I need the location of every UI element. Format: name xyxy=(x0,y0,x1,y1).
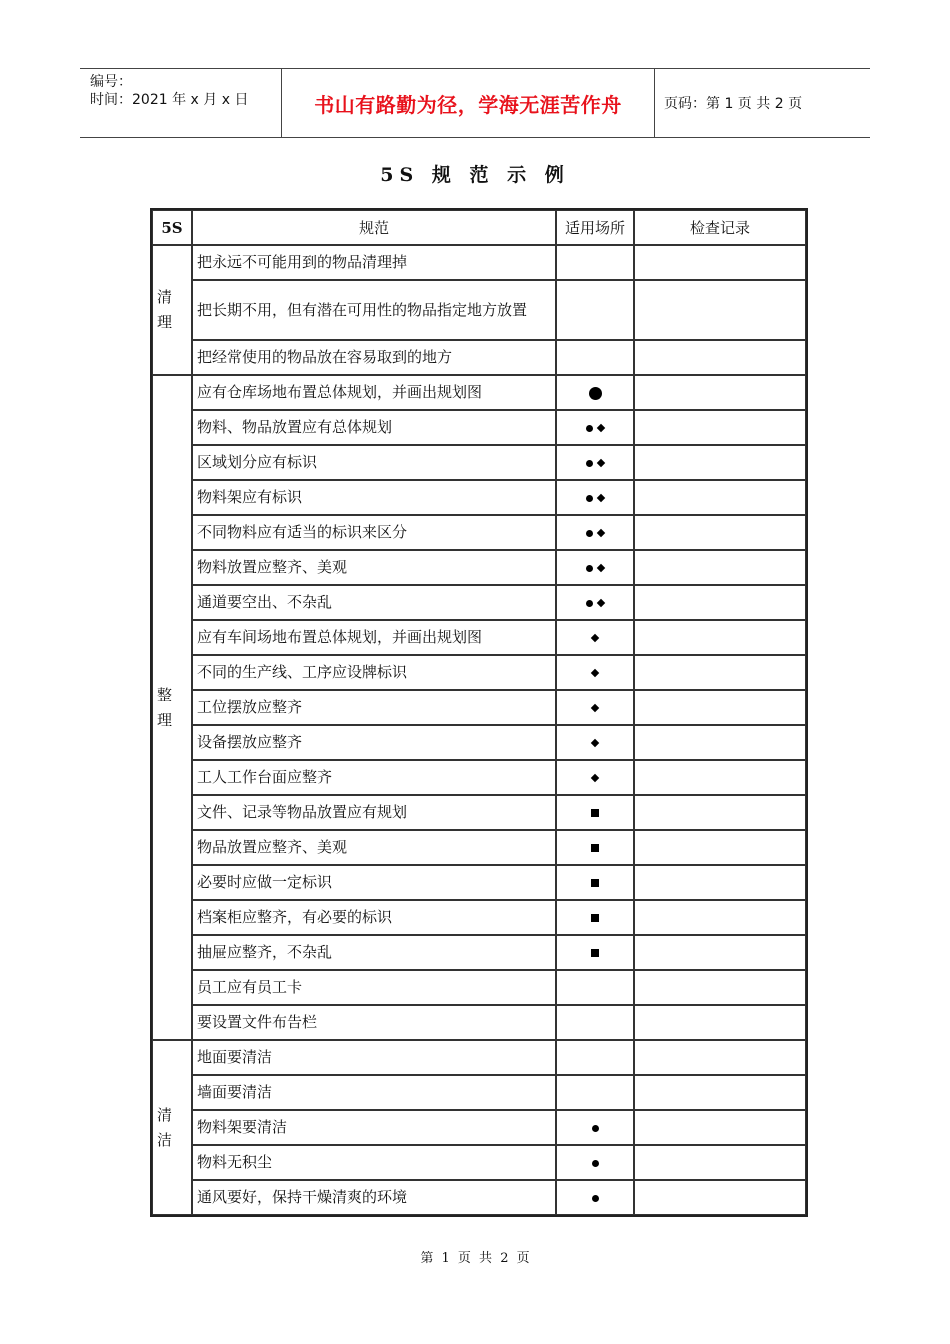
place-mark-cell xyxy=(556,1005,634,1040)
table-row xyxy=(152,1075,806,1110)
spec-cell: 工位摆放应整齐 xyxy=(192,690,556,725)
table-header-row xyxy=(152,210,806,245)
diamond-icon xyxy=(597,459,605,467)
diamond-icon xyxy=(597,529,605,537)
category-label: 清洁 xyxy=(157,1105,173,1149)
record-cell xyxy=(634,1180,806,1215)
table-row xyxy=(152,410,806,445)
spec-cell: 物料架要清洁 xyxy=(192,1110,556,1145)
table-row xyxy=(152,280,806,340)
spec-cell: 通道要空出、不杂乱 xyxy=(192,585,556,620)
spec-cell: 物料无积尘 xyxy=(192,1145,556,1180)
record-cell xyxy=(634,655,806,690)
table-row xyxy=(152,1110,806,1145)
square-icon xyxy=(591,879,599,887)
table-row xyxy=(152,655,806,690)
place-mark-cell xyxy=(556,830,634,865)
spec-cell: 把永远不可能用到的物品清理掉 xyxy=(192,245,556,280)
page-info-text: 页码：第 1 页 共 2 页 xyxy=(664,96,803,112)
place-mark-cell xyxy=(556,690,634,725)
category-label: 整理 xyxy=(157,685,173,729)
place-mark-cell xyxy=(556,1075,634,1110)
header-page-info xyxy=(654,69,870,137)
place-mark-cell xyxy=(556,1040,634,1075)
table-row xyxy=(152,585,806,620)
record-cell xyxy=(634,375,806,410)
place-mark-cell xyxy=(556,900,634,935)
diamond-icon xyxy=(591,634,599,642)
header-meta xyxy=(80,69,280,137)
diamond-icon xyxy=(597,424,605,432)
motto-text: 书山有路勤为径，学海无涯苦作舟 xyxy=(314,92,622,117)
place-mark-cell xyxy=(556,280,634,340)
square-icon xyxy=(591,809,599,817)
record-cell xyxy=(634,970,806,1005)
column-header-spec: 规范 xyxy=(192,210,556,245)
dot-icon xyxy=(592,1160,599,1167)
diamond-icon xyxy=(591,774,599,782)
table-body xyxy=(152,245,806,1215)
category-label: 清理 xyxy=(157,288,173,331)
spec-cell: 通风要好，保持干燥清爽的环境 xyxy=(192,1180,556,1215)
table-row xyxy=(152,935,806,970)
record-cell xyxy=(634,280,806,340)
record-cell xyxy=(634,865,806,900)
table-row xyxy=(152,445,806,480)
diamond-icon xyxy=(591,669,599,677)
place-mark-cell xyxy=(556,1110,634,1145)
spec-cell: 档案柜应整齐，有必要的标识 xyxy=(192,900,556,935)
dot-icon xyxy=(586,530,593,537)
record-cell xyxy=(634,1040,806,1075)
spec-cell: 把长期不用，但有潜在可用性的物品指定地方放置 xyxy=(192,280,556,340)
dot-icon xyxy=(586,600,593,607)
column-header-5s: 5S xyxy=(152,210,192,245)
table-row xyxy=(152,340,806,375)
diamond-icon xyxy=(597,564,605,572)
place-mark-cell xyxy=(556,655,634,690)
record-cell xyxy=(634,1005,806,1040)
category-cell xyxy=(152,1040,192,1215)
table-row xyxy=(152,1040,806,1075)
table-row xyxy=(152,725,806,760)
spec-cell: 墙面要清洁 xyxy=(192,1075,556,1110)
diamond-icon xyxy=(597,494,605,502)
place-mark-cell xyxy=(556,865,634,900)
record-cell xyxy=(634,760,806,795)
place-mark-cell xyxy=(556,245,634,280)
place-mark-cell xyxy=(556,410,634,445)
record-cell xyxy=(634,445,806,480)
record-cell xyxy=(634,795,806,830)
record-cell xyxy=(634,340,806,375)
table-row xyxy=(152,760,806,795)
dot-icon xyxy=(592,1125,599,1132)
record-cell xyxy=(634,1075,806,1110)
time-label: 时间：2021 年 x 月 x 日 xyxy=(90,92,249,108)
table-row xyxy=(152,1145,806,1180)
table-row xyxy=(152,620,806,655)
record-cell xyxy=(634,515,806,550)
spec-cell: 设备摆放应整齐 xyxy=(192,725,556,760)
table-row xyxy=(152,515,806,550)
page-footer: 第 1 页 共 2 页 xyxy=(420,1251,530,1266)
spec-cell: 物料、物品放置应有总体规划 xyxy=(192,410,556,445)
record-cell xyxy=(634,620,806,655)
diamond-icon xyxy=(591,704,599,712)
spec-table xyxy=(150,208,808,1217)
place-mark-cell xyxy=(556,585,634,620)
spec-cell: 不同的生产线、工序应设牌标识 xyxy=(192,655,556,690)
document-header xyxy=(80,68,870,138)
spec-cell: 文件、记录等物品放置应有规划 xyxy=(192,795,556,830)
place-mark-cell xyxy=(556,340,634,375)
diamond-icon xyxy=(591,739,599,747)
dot-icon xyxy=(586,565,593,572)
table-row xyxy=(152,900,806,935)
table-row xyxy=(152,830,806,865)
square-icon xyxy=(591,914,599,922)
table-row xyxy=(152,865,806,900)
column-header-place: 适用场所 xyxy=(556,210,634,245)
place-mark-cell xyxy=(556,445,634,480)
square-icon xyxy=(591,844,599,852)
number-label: 编号： xyxy=(90,74,132,90)
record-cell xyxy=(634,725,806,760)
column-header-record: 检查记录 xyxy=(634,210,806,245)
record-cell xyxy=(634,585,806,620)
spec-cell: 必要时应做一定标识 xyxy=(192,865,556,900)
table-row xyxy=(152,1180,806,1215)
square-icon xyxy=(591,949,599,957)
place-mark-cell xyxy=(556,935,634,970)
spec-cell: 把经常使用的物品放在容易取到的地方 xyxy=(192,340,556,375)
record-cell xyxy=(634,480,806,515)
spec-cell: 地面要清洁 xyxy=(192,1040,556,1075)
place-mark-cell xyxy=(556,760,634,795)
large-dot-icon xyxy=(589,387,602,400)
dot-icon xyxy=(586,425,593,432)
spec-cell: 物品放置应整齐、美观 xyxy=(192,830,556,865)
place-mark-cell xyxy=(556,1180,634,1215)
record-cell xyxy=(634,830,806,865)
category-cell xyxy=(152,375,192,1040)
spec-cell: 员工应有员工卡 xyxy=(192,970,556,1005)
table-row xyxy=(152,1005,806,1040)
spec-cell: 物料架应有标识 xyxy=(192,480,556,515)
diamond-icon xyxy=(597,599,605,607)
spec-cell: 应有仓库场地布置总体规划，并画出规划图 xyxy=(192,375,556,410)
dot-icon xyxy=(586,460,593,467)
place-mark-cell xyxy=(556,375,634,410)
document-title: 5S 规 范 示 例 xyxy=(380,164,570,186)
record-cell xyxy=(634,245,806,280)
dot-icon xyxy=(592,1195,599,1202)
record-cell xyxy=(634,690,806,725)
table-row xyxy=(152,690,806,725)
table-row xyxy=(152,550,806,585)
dot-icon xyxy=(586,495,593,502)
place-mark-cell xyxy=(556,795,634,830)
spec-cell: 要设置文件布告栏 xyxy=(192,1005,556,1040)
place-mark-cell xyxy=(556,620,634,655)
place-mark-cell xyxy=(556,970,634,1005)
spec-cell: 不同物料应有适当的标识来区分 xyxy=(192,515,556,550)
place-mark-cell xyxy=(556,1145,634,1180)
header-motto xyxy=(281,69,655,137)
spec-cell: 区域划分应有标识 xyxy=(192,445,556,480)
table-row xyxy=(152,480,806,515)
table-row xyxy=(152,375,806,410)
table-row xyxy=(152,795,806,830)
spec-cell: 抽屉应整齐，不杂乱 xyxy=(192,935,556,970)
table-row xyxy=(152,245,806,280)
place-mark-cell xyxy=(556,515,634,550)
place-mark-cell xyxy=(556,480,634,515)
record-cell xyxy=(634,1110,806,1145)
place-mark-cell xyxy=(556,725,634,760)
place-mark-cell xyxy=(556,550,634,585)
table-row xyxy=(152,970,806,1005)
record-cell xyxy=(634,550,806,585)
spec-cell: 物料放置应整齐、美观 xyxy=(192,550,556,585)
record-cell xyxy=(634,935,806,970)
spec-cell: 工人工作台面应整齐 xyxy=(192,760,556,795)
record-cell xyxy=(634,1145,806,1180)
category-cell xyxy=(152,245,192,375)
record-cell xyxy=(634,900,806,935)
record-cell xyxy=(634,410,806,445)
spec-cell: 应有车间场地布置总体规划，并画出规划图 xyxy=(192,620,556,655)
